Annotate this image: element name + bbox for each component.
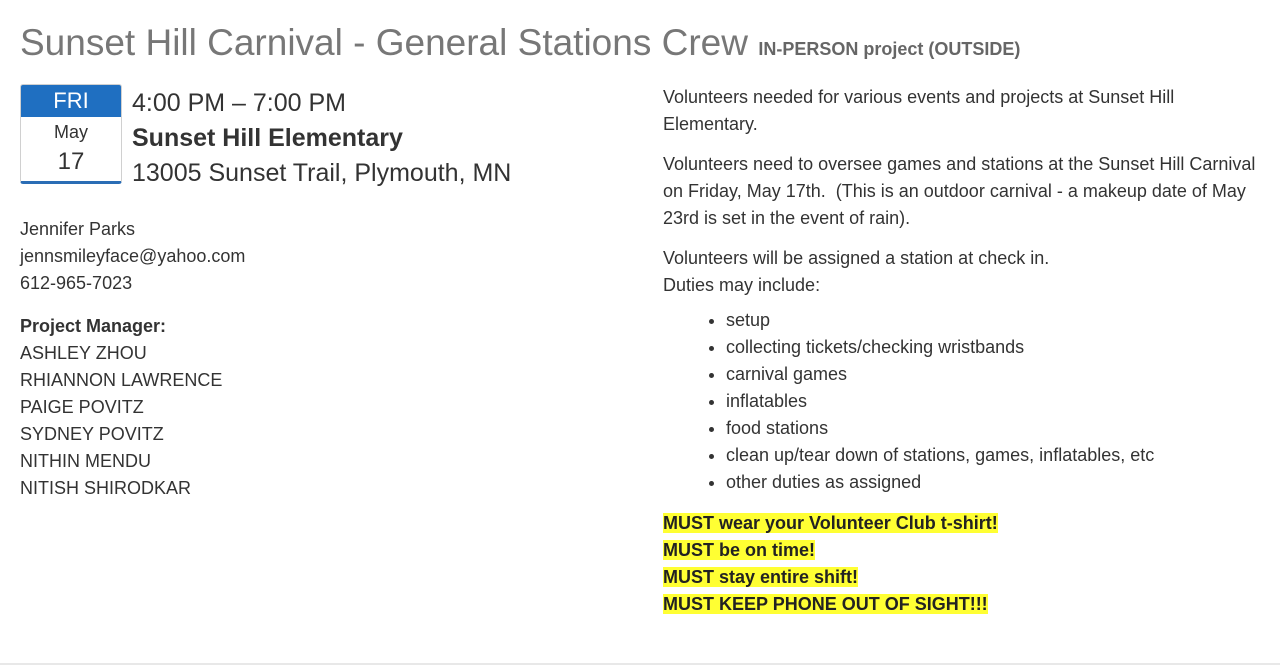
contact-phone[interactable]: 612-965-7023 (20, 273, 133, 293)
page-title: Sunset Hill Carnival - General Stations Crew (20, 22, 748, 63)
duty-item: • setup (726, 307, 1263, 334)
contact-email[interactable]: jennsmileyface@yahoo.com (20, 246, 246, 266)
requirement-highlight: MUST be on time! (663, 540, 815, 560)
requirement-highlight: MUST stay entire shift! (663, 567, 859, 587)
event-description (663, 84, 1263, 618)
duty-item: • clean up/tear down of stations, games, inflatables, etc (726, 442, 1263, 469)
manager-name: SYDNEY POVITZ (20, 424, 164, 444)
duty-item: • collecting tickets/checking wristbands (726, 334, 1263, 361)
event-info (132, 86, 511, 191)
manager-name: ASHLEY ZHOU (20, 343, 147, 363)
project-managers (20, 313, 222, 502)
duty-item: • carnival games (726, 361, 1263, 388)
contact-name: Jennifer Parks (20, 219, 136, 239)
date-day: 17 (57, 148, 85, 175)
requirement-highlight: MUST KEEP PHONE OUT OF SIGHT!!! (663, 594, 988, 614)
date-day-of-week: FRI (21, 85, 121, 117)
title-row (20, 22, 1020, 64)
date-month: May (53, 122, 88, 142)
manager-name: NITHIN MENDU (20, 451, 151, 471)
project-manager-label: Project Manager: (20, 316, 167, 336)
duty-item: • inflatables (726, 388, 1263, 415)
description-paragraph: Volunteers needed for various events and projects at Sunset Hill Elementary. (663, 87, 1175, 134)
event-time: 4:00 PM – 7:00 PM (132, 89, 347, 117)
requirement-highlight: MUST wear your Volunteer Club t-shirt! (663, 513, 998, 533)
manager-name: NITISH SHIRODKAR (20, 478, 192, 498)
event-address: 13005 Sunset Trail, Plymouth, MN (132, 159, 512, 187)
duty-item: • food stations (726, 415, 1263, 442)
contact-info (20, 216, 245, 297)
manager-name: RHIANNON LAWRENCE (20, 370, 223, 390)
duty-item: • other duties as assigned (726, 469, 1263, 496)
duties-list (663, 307, 1263, 496)
duties-intro: Duties may include: (663, 275, 821, 295)
project-type-tag: IN-PERSON project (OUTSIDE) (758, 39, 1021, 59)
event-venue: Sunset Hill Elementary (132, 124, 403, 152)
requirements (663, 510, 1263, 618)
assignment-note: Volunteers will be assigned a station at check in. (663, 248, 1050, 268)
description-paragraph (663, 245, 1263, 299)
description-paragraph: Volunteers need to oversee games and stations at the Sunset Hill Carnival on Friday, May 17th. (This is an outdoor carnival - a makeup date of May 23rd is set in the event of rain). (663, 154, 1256, 228)
date-badge (20, 84, 122, 184)
manager-name: PAIGE POVITZ (20, 397, 144, 417)
